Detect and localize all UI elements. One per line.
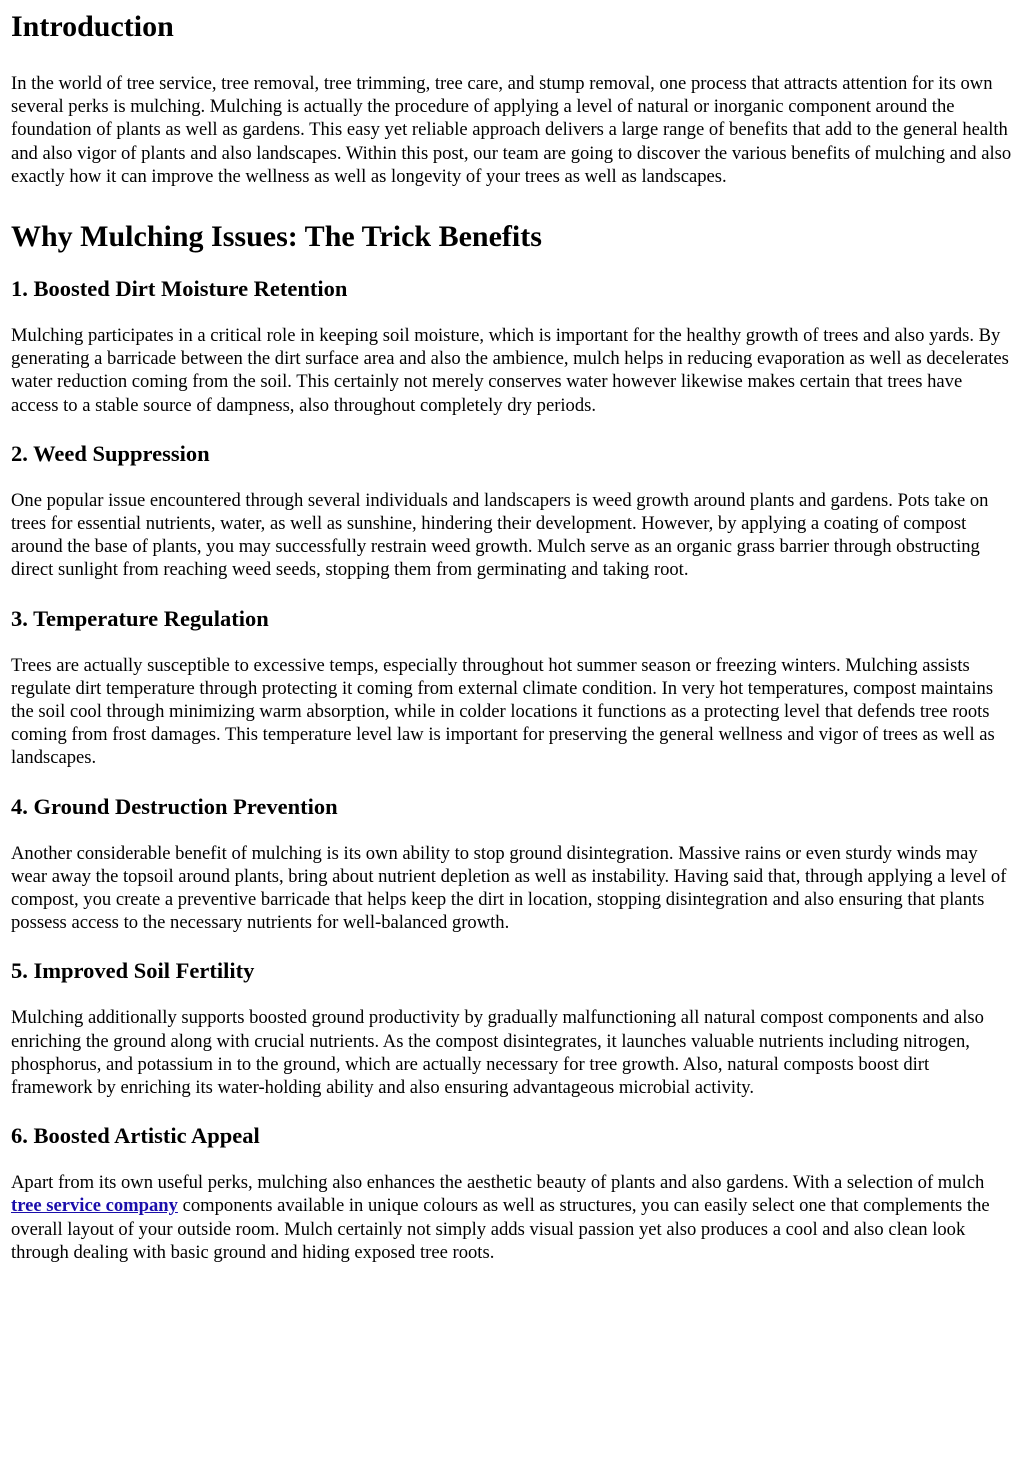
section-1-paragraph: Mulching participates in a critical role in keeping soil moisture, which is important for the healthy growth of trees and also yards. By generating a barricade between the dirt surface area and also the ambience, mulch helps in reducing evaporation as well as decelerates water reduction coming from the soil. This certainly not merely conserves water however likewise makes certain that trees have access to a stable source of dampness, also throughout completely dry periods. <box>11 325 1009 416</box>
section-2-paragraph: One popular issue encountered through several individuals and landscapers is weed growth around plants and gardens. Pots take on trees for essential nutrients, water, as well as sunshine, hindering their development. However, by applying a coating of compost around the base of plants, you may successfully restrain weed growth. Mulch serve as an organic grass barrier through obstructing direct sunlight from reaching weed seeds, stopping them from germinating and taking root. <box>11 489 989 581</box>
section-2-heading: 2. Weed Suppression <box>11 440 210 466</box>
section-3-paragraph: Trees are actually susceptible to excessive temps, especially throughout hot summer season or freezing winters. Mulching assists regulate dirt temperature through protecting it coming from external climate condition. In very hot temperatures, compost maintains the soil cool through minimizing warm absorption, while in colder locations it functions as a protecting level that defends tree roots coming from frost damages. This temperature level law is important for preserving the general wellness and vigor of trees as well as landscapes. <box>11 654 995 769</box>
section-heading: Why Mulching Issues: The Trick Benefits <box>11 220 542 254</box>
section-1-heading: 1. Boosted Dirt Moisture Retention <box>11 276 348 302</box>
tree-service-company-link[interactable]: tree service company <box>11 1195 178 1217</box>
section-6-paragraph <box>11 1171 1014 1264</box>
article <box>0 10 1024 1264</box>
section-6-text-after-link: components available in unique colours as well as structures, you can easily select one that complements the overall layout of your outside room. Mulch certainly not simply adds visual passion yet also produces a cool and also clean look through dealing with basic ground and hiding exposed tree roots. <box>11 1195 990 1263</box>
section-4-heading: 4. Ground Destruction Prevention <box>11 793 338 819</box>
section-5-paragraph: Mulching additionally supports boosted ground productivity by gradually malfunctioning all natural compost components and also enriching the ground along with crucial nutrients. As the compost disintegrates, it launches valuable nutrients including nitrogen, phosphorus, and potassium in to the ground, which are actually necessary for tree growth. Also, natural composts boost dirt framework by enriching its water-holding ability and also ensuring advantageous microbial activity. <box>11 1007 984 1099</box>
section-4-paragraph: Another considerable benefit of mulching is its own ability to stop ground disintegration. Massive rains or even sturdy winds may wear away the topsoil around plants, bring about nutrient depletion as well as instability. Having said that, through applying a level of compost, you create a preventive barricade that helps keep the dirt in location, stopping disintegration and also ensuring that plants possess access to the necessary nutrients for well-balanced growth. <box>11 842 1007 934</box>
section-5-heading: 5. Improved Soil Fertility <box>11 958 255 984</box>
section-6-heading: 6. Boosted Artistic Appeal <box>11 1123 260 1149</box>
intro-heading: Introduction <box>11 10 174 43</box>
intro-paragraph: In the world of tree service, tree removal, tree trimming, tree care, and stump removal, one process that attracts attention for its own several perks is mulching. Mulching is actually the procedure of applying a level of natural or inorganic component around the foundation of plants as well as gardens. This easy yet reliable approach delivers a large range of benefits that add to the general health and also vigor of plants and also landscapes. Within this post, our team are going to discover the various benefits of mulching and also exactly how it can improve the wellness as well as longevity of your trees as well as landscapes. <box>11 73 1012 187</box>
section-3-heading: 3. Temperature Regulation <box>11 605 269 631</box>
section-6-text-before-link: Apart from its own useful perks, mulching also enhances the aesthetic beauty of plants and also gardens. With a selection of mulch <box>11 1172 985 1194</box>
